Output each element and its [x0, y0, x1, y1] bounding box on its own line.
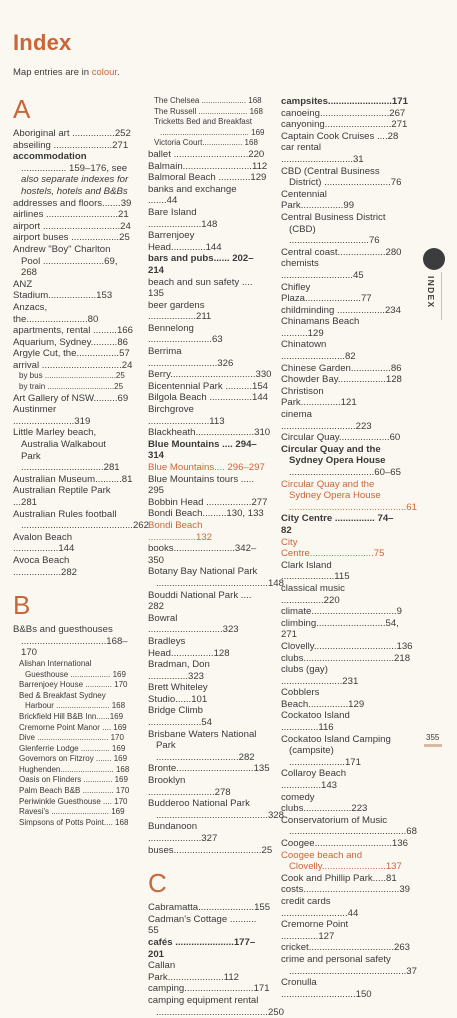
index-entry: (campsite) .....................171	[289, 745, 361, 768]
index-entry: Cremorne Point ..............127	[281, 919, 349, 942]
index-entry: City Centre........................75	[281, 536, 385, 560]
index-entry: Cremorne Point Manor .... 169	[19, 722, 127, 732]
index-entry: Balmoral Beach ............129	[148, 172, 267, 184]
index-entry: Little Marley beach,	[13, 427, 97, 439]
index-entry: Barrenjoey Head.............144	[148, 230, 222, 253]
index-entry: ballet ............................220	[148, 148, 265, 160]
index-entry: Governors on Fitzroy ....... 169	[19, 754, 128, 764]
index-entry: Palm Beach B&B .............. 170	[19, 786, 130, 796]
index-entry: buses.................................25	[148, 844, 273, 856]
index-entry: Blue Mountains.... 296–297	[148, 462, 265, 473]
index-entry: Andrew "Boy" Charlton	[13, 243, 111, 255]
index-entry: Chinamans Beach ..........129	[281, 316, 360, 339]
index-entry: climbing..........................54, 271	[281, 617, 399, 641]
index-entry: Avoca Beach ..................282	[13, 554, 77, 578]
index-entry: Bobbin Head .................277	[148, 496, 268, 508]
index-entry: costs....................................39	[281, 884, 411, 896]
index-entry: Hughenden........................ 168	[19, 764, 130, 774]
index-entry: canyoning.........................271	[281, 119, 408, 131]
index-entry: Budderoo National Park	[148, 798, 250, 810]
index-entry: Clovelly...............................136	[281, 640, 413, 652]
index-entry: ..........................................328	[156, 809, 284, 821]
index-entry: Austinmer .......................319	[13, 404, 91, 427]
index-entry: Bondi Beach.........130, 133	[148, 508, 264, 520]
index-entry: Bouddi National Park .... 282	[148, 589, 252, 613]
index-entry: Brisbane Waters National	[148, 728, 257, 740]
index-entry: Art Gallery of NSW.........69	[13, 392, 129, 404]
index-entry: Bennelong ........................63	[148, 322, 223, 346]
index-entry: Cockatoo Island Camping	[281, 733, 391, 745]
index-entry: Aboriginal art ................252	[13, 128, 131, 139]
index-entry: Centennial Park................99	[281, 188, 355, 212]
index-entry: Australian Museum..........81	[13, 473, 133, 485]
index-entry: Glenferrie Lodge ............. 169	[19, 743, 126, 753]
index-entry: Barrenjoey House ............ 170	[19, 680, 128, 690]
index-entry: ................................60–65	[289, 467, 401, 478]
index-entry: Harbour ........................ 168	[25, 701, 126, 711]
index-entry: Clark Island ....................115	[281, 559, 350, 583]
index-entry: Blue Mountains .... 294–314	[148, 438, 257, 462]
index-entry: credit cards .........................44	[281, 895, 359, 919]
index-entry: Ravesi's .......................... 169	[19, 807, 125, 817]
index-entry: Chowder Bay..................128	[281, 374, 402, 386]
index-entry: Guesthouse .................. 169	[25, 669, 126, 679]
index-entry: Tricketts Bed and Breakfast	[154, 117, 252, 127]
index-entry: Central Business District	[281, 211, 386, 223]
index-entry: Balmain..........................112	[148, 160, 268, 172]
index-entry: ............................................68	[289, 826, 417, 838]
side-tab-label: INDEX	[426, 276, 436, 309]
index-entry: classical music ................220	[281, 582, 345, 606]
index-entry: by bus ................................25	[19, 371, 125, 381]
index-entry: also separate indexes for	[21, 174, 129, 186]
index-entry: Periwinkle Guesthouse .... 170	[19, 796, 128, 806]
index-entry: arrival ..............................24	[13, 359, 133, 371]
intro-highlight: colour	[91, 67, 118, 78]
index-entry: ..........................................148	[156, 577, 284, 589]
index-entry: Victoria Court.................. 168	[154, 138, 258, 148]
index-entry: Chifley Plaza.....................77	[281, 281, 372, 305]
index-column-1	[13, 94, 149, 828]
index-entry: Bradman, Don ...............323	[148, 659, 210, 682]
index-entry: camping equipment rental	[148, 994, 259, 1006]
index-entry: Cabramatta.....................155	[148, 902, 271, 914]
index-entry: Oasis on Flinders ............. 169	[19, 775, 128, 785]
index-entry: Pool .......................69, 268	[21, 255, 118, 279]
index-entry: Sydney Opera House	[289, 455, 386, 467]
index-entry: ANZ Stadium..................153	[13, 278, 113, 302]
index-entry: Cadman's Cottage .......... 55	[148, 913, 257, 937]
index-entry: Bradleys Head................128	[148, 635, 230, 659]
index-entry: District) .........................76	[289, 177, 402, 189]
index-entry: childminding ..................234	[281, 304, 401, 316]
index-entry: Berry................................330	[148, 369, 272, 381]
index-entry: B&Bs and guesthouses	[13, 624, 113, 636]
index-entry: ................................168–170	[21, 635, 128, 659]
page-number-bar	[424, 744, 442, 747]
index-entry: cafés ......................177–201	[148, 936, 256, 960]
index-entry: Argyle Cut, the................57	[13, 348, 130, 360]
index-entry: clubs (gay) .......................231	[281, 664, 359, 687]
index-entry: crime and personal safety	[281, 953, 391, 965]
index-entry: accommodation	[13, 151, 87, 163]
index-entry: cricket................................263	[281, 942, 411, 954]
index-entry: camping..........................171	[148, 983, 270, 995]
index-entry: beer gardens ..................211	[148, 299, 212, 323]
index-entry: Birchgrove .......................113	[148, 404, 225, 427]
index-entry: Park ...............................282	[156, 740, 255, 763]
spacer	[13, 578, 134, 592]
index-entry: Bare Island ....................148	[148, 206, 218, 230]
index-entry: Australian Reptile Park ...281	[13, 485, 111, 508]
side-divider	[441, 272, 442, 320]
index-entry: Australia Walkabout	[21, 439, 106, 451]
index-entry: Sydney Opera House	[289, 490, 381, 502]
index-entry: Circular Quay and the	[281, 443, 381, 455]
index-entry: Circular Quay and the	[281, 478, 375, 490]
index-entry: apartments, rental .........166	[13, 325, 133, 337]
index-entry: ........................................ 169	[160, 127, 265, 137]
index-entry: campsites........................171	[281, 96, 408, 107]
page-title: Index	[13, 30, 72, 55]
index-entry: Bronte.............................135	[148, 763, 270, 775]
index-letter-heading: B	[13, 590, 31, 621]
index-entry: City Centre ............... 74–82	[281, 513, 394, 536]
index-entry: climate................................9	[281, 606, 403, 618]
index-entry: Brooklyn .........................278	[148, 775, 231, 798]
index-entry: Bowral ............................323	[148, 612, 239, 636]
index-entry: beach and sun safety .... 135	[148, 276, 253, 300]
index-entry: Callan Park.....................112	[148, 960, 239, 983]
index-entry: Botany Bay National Park	[148, 566, 258, 578]
index-entry: Cook and Phillip Park.....81	[281, 872, 397, 884]
index-entry: Conservatorium of Music	[281, 814, 388, 826]
index-entry: Dive ................................ 170	[19, 733, 124, 743]
index-entry: Simpsons of Potts Point.... 168	[19, 817, 129, 827]
index-entry: Blackheath......................310	[148, 427, 271, 439]
index-entry: comedy clubs..................223	[281, 791, 368, 815]
index-entry: abseiling ......................271	[13, 139, 129, 151]
index-entry: bars and pubs...... 202–214	[148, 253, 254, 276]
index-entry: Australian Rules football	[13, 508, 117, 520]
intro-text: Map entries are in colour.	[13, 67, 120, 78]
index-entry: banks and exchange .......44	[148, 183, 237, 207]
index-entry: ................. 159–176, see	[21, 162, 128, 174]
index-entry: clubs..................................218	[281, 652, 411, 664]
index-entry: ............................................37	[289, 965, 417, 977]
index-letter-heading: A	[13, 94, 31, 124]
index-entry: ..........................................250	[156, 1006, 284, 1018]
index-entry: airlines ...........................21	[13, 209, 129, 221]
index-entry: (CBD) ..............................76	[289, 223, 380, 247]
index-entry: Bed & Breakfast Sydney	[19, 690, 106, 700]
index-entry: Bridge Climb ....................54	[148, 705, 212, 729]
index-entry: ..........................................262	[21, 520, 149, 532]
index-entry: Cobblers Beach...............129	[281, 687, 365, 710]
index-entry: Captain Cook Cruises ....28	[281, 130, 399, 142]
index-entry: airport .............................24	[13, 220, 131, 232]
section-tab-marker	[423, 248, 445, 270]
index-entry: addresses and floors.......39	[13, 197, 132, 209]
index-entry: Coogee.............................136	[281, 838, 408, 849]
index-entry: Bondi Beach ..................132	[148, 519, 212, 543]
index-entry: canoeing..........................267	[281, 107, 406, 119]
index-entry: Coogee beach and	[281, 849, 363, 861]
index-entry: Bicentennial Park ..........154	[148, 380, 268, 392]
index-entry: The Russell ...................... 168	[154, 106, 263, 116]
index-entry: CBD (Central Business	[281, 165, 380, 177]
index-entry: Avalon Beach .................144	[13, 531, 75, 555]
index-entry: hostels, hotels and B&Bs	[21, 185, 128, 197]
index-entry: Aquarium, Sydney..........86	[13, 336, 129, 348]
index-entry: The Chelsea .................... 168	[154, 96, 262, 105]
index-entry: Brickfield Hill B&B Inn......169	[19, 711, 124, 721]
index-entry: Collaroy Beach ...............143	[281, 768, 347, 792]
index-entry: Anzacs, the.......................80	[13, 301, 99, 325]
index-entry: Chinatown ........................82	[281, 339, 356, 363]
index-entry: chemists ...........................45	[281, 258, 364, 281]
index-entry: cinema ............................223	[281, 409, 372, 432]
index-column-3	[281, 96, 417, 1000]
index-entry: books.......................342–350	[148, 543, 257, 566]
index-entry: Circular Quay...................60	[281, 432, 401, 444]
index-column-2	[148, 96, 284, 1018]
index-entry: Bundanoon ....................327	[148, 821, 218, 844]
index-entry: Alishan International	[19, 658, 92, 668]
index-entry: Bilgola Beach ................144	[148, 392, 268, 404]
index-letter-heading: C	[148, 868, 167, 899]
index-entry: Berrima ..........................326	[148, 346, 234, 369]
page-number: 355	[426, 733, 440, 742]
index-entry: Brett Whiteley Studio......101	[148, 682, 208, 705]
index-entry: Blue Mountains tours ..... 295	[148, 473, 255, 497]
index-entry: Clovelly........................137	[289, 861, 402, 873]
index-entry: airport buses ..................25	[13, 232, 130, 244]
spacer	[148, 856, 268, 870]
index-entry: Central coast..................280	[281, 246, 402, 258]
index-entry: car rental ...........................31	[281, 142, 364, 165]
index-entry: ............................................61	[289, 501, 417, 513]
index-entry: Christison Park...............121	[281, 385, 357, 409]
index-entry: Park ...............................281	[21, 450, 120, 474]
index-entry: Chinese Garden...............86	[281, 362, 402, 374]
index-entry: Cockatoo Island ..............116	[281, 710, 350, 734]
index-entry: by train ..............................25	[19, 382, 124, 392]
index-entry: Cronulla ............................150	[281, 977, 372, 1000]
